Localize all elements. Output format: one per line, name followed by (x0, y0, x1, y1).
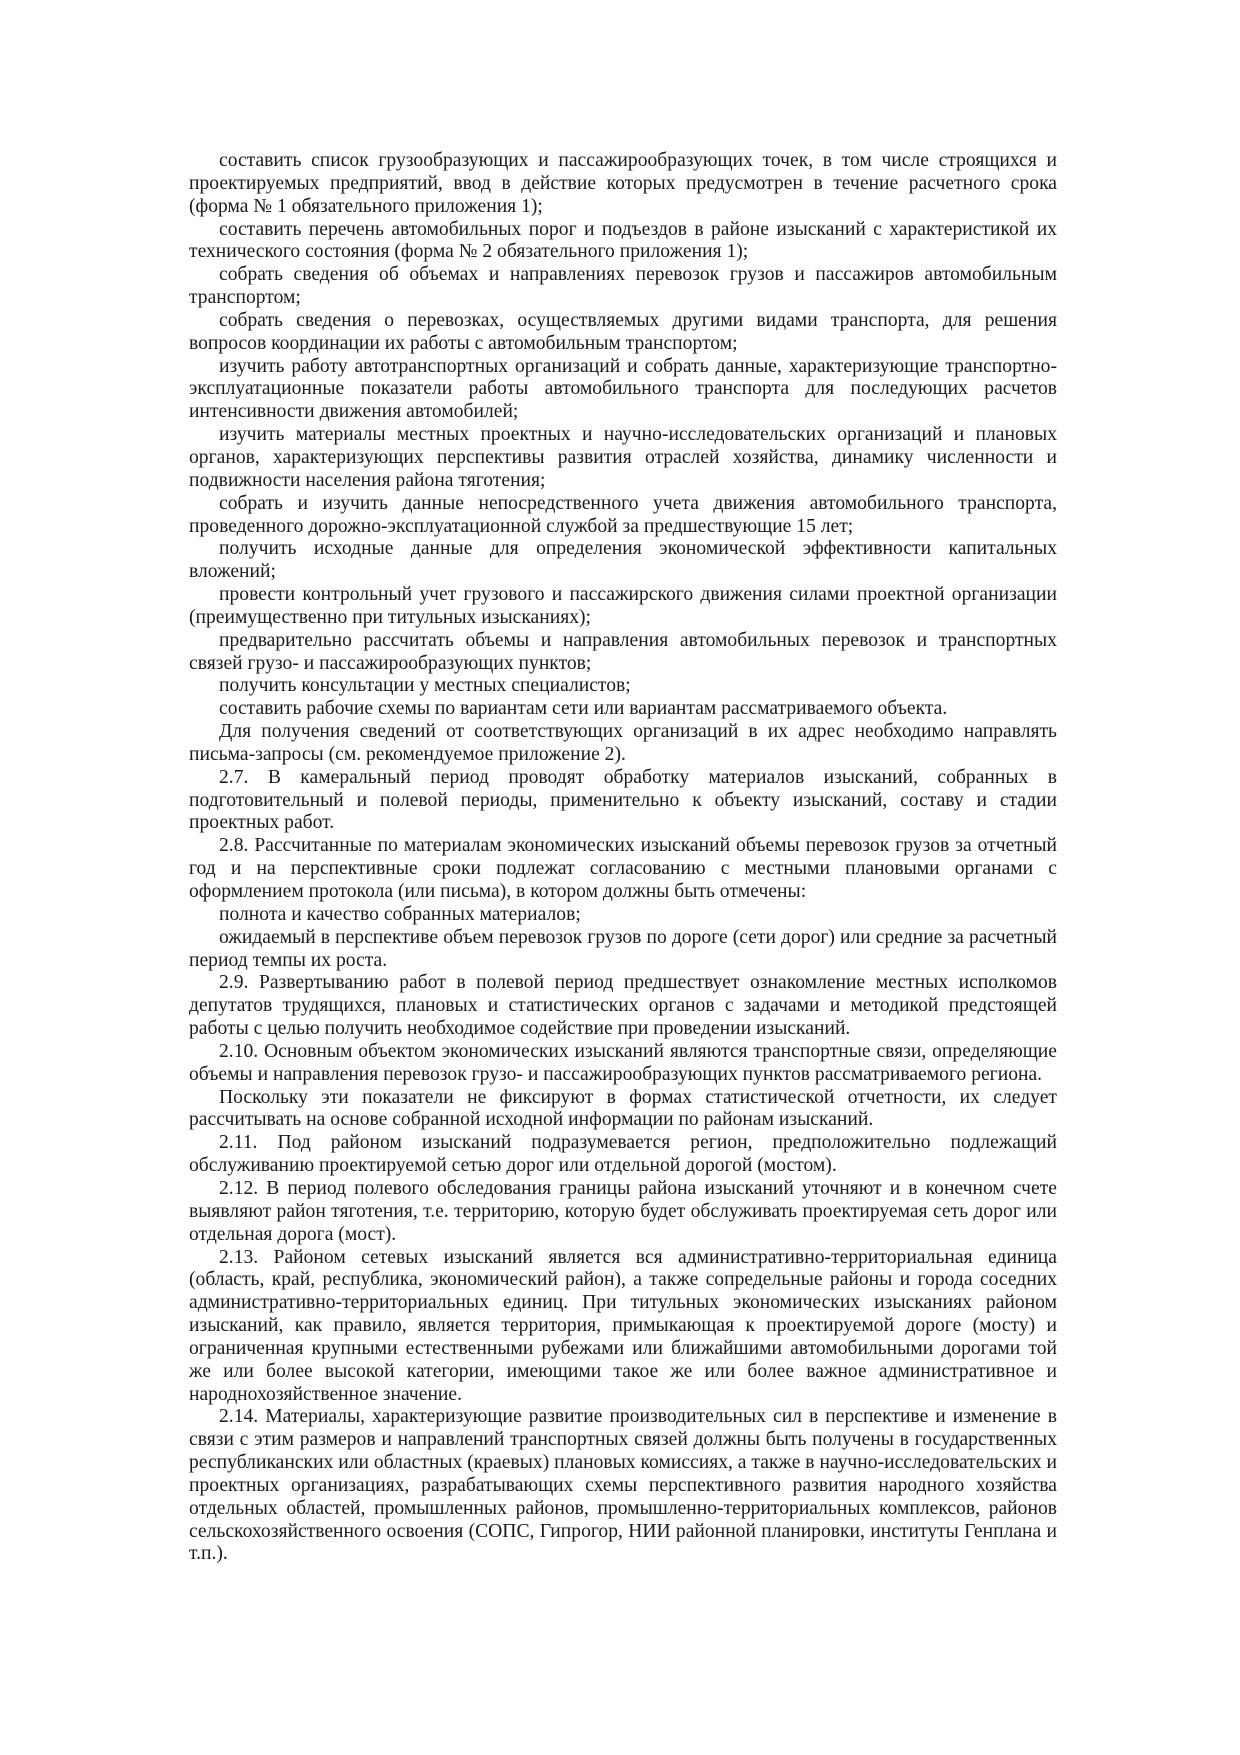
section-2-14: 2.14. Материалы, характеризующие развитие производительных сил в перспективе и изменение в связи с этим размеров и направлений транспортных связей должны быть получены в государственных республиканских или областных (краевых) плановых комиссиях, а также в научно-исследовательских и проектных организациях, разрабатывающих схемы перспективного развития народного хозяйства отдельных областей, промышленных районов, промышленно-территориальных комплексов, районов сельскохозяйственного освоения (СОПС, Гипрогор, НИИ районной планировки, институты Генплана и т.п.). (189, 1406, 1057, 1565)
paragraph: провести контрольный учет грузового и пассажирского движения силами проектной организации (преимущественно при титульных изысканиях); (189, 584, 1057, 628)
paragraph: собрать сведения об объемах и направлениях перевозок грузов и пассажиров автомобильным транспортом; (189, 264, 1057, 309)
paragraph: Поскольку эти показатели не фиксируют в формах статистической отчетности, их следует рассчитывать на основе собранной исходной информации по районам изысканий. (189, 1086, 1057, 1131)
document-body (189, 150, 1057, 1566)
paragraph: изучить материалы местных проектных и научно-исследовательских организаций и плановых органов, характеризующих перспективы развития отраслей хозяйства, динамику численности и подвижности населения района тяготения; (189, 424, 1057, 491)
paragraph: изучить работу автотранспортных организаций и собрать данные, характеризующие транспортно-эксплуатационные показатели работы автомобильного транспорта для последующих расчетов интенсивности движения автомобилей; (189, 355, 1057, 423)
paragraph: получить исходные данные для определения экономической эффективности капитальных вложений; (189, 538, 1057, 583)
paragraph: собрать и изучить данные непосредственного учета движения автомобильного транспорта, проведенного дорожно-эксплуатационной службой за предшествующие 15 лет; (189, 492, 1057, 537)
section-2-11: 2.11. Под районом изысканий подразумевается регион, предположительно подлежащий обслуживанию проектируемой сетью дорог или отдельной дорогой (мостом). (189, 1132, 1057, 1177)
section-2-12: 2.12. В период полевого обследования границы района изысканий уточняют и в конечном счете выявляют район тяготения, т.е. территорию, которую будет обслуживать проектируемая сеть дорог или отдельная дорога (мост). (189, 1177, 1057, 1245)
paragraph: полнота и качество собранных материалов; (219, 903, 581, 925)
paragraph: составить список грузообразующих и пассажирообразующих точек, в том числе строящихся и проектируемых предприятий, ввод в действие которых предусмотрен в течение расчетного срока (форма № 1 обязательного приложения 1); (189, 150, 1057, 217)
paragraph: ожидаемый в перспективе объем перевозок грузов по дороге (сети дорог) или средние за расчетный период темпы их роста. (189, 926, 1057, 971)
section-2-10: 2.10. Основным объектом экономических изысканий являются транспортные связи, определяющие объемы и направления перевозок грузо- и пассажирообразующих пунктов рассматриваемого региона. (189, 1040, 1057, 1085)
paragraph: предварительно рассчитать объемы и направления автомобильных перевозок и транспортных связей грузо- и пассажирообразующих пунктов; (189, 629, 1057, 674)
paragraph: собрать сведения о перевозках, осуществляемых другими видами транспорта, для решения вопросов координации их работы с автомобильным транспортом; (189, 309, 1057, 354)
section-2-7: 2.7. В камеральный период проводят обработку материалов изысканий, собранных в подготовительный и полевой периоды, применительно к объекту изысканий, составу и стадии проектных работ. (189, 766, 1057, 834)
paragraph: Для получения сведений от соответствующих организаций в их адрес необходимо направлять письма-запросы (см. рекомендуемое приложение 2). (189, 721, 1057, 765)
paragraph: составить рабочие схемы по вариантам сети или вариантам рассматриваемого объекта. (219, 698, 948, 720)
paragraph: получить консультации у местных специалистов; (219, 675, 631, 697)
section-2-9: 2.9. Развертыванию работ в полевой период предшествует ознакомление местных исполкомов депутатов трудящихся, плановых и статистических органов с задачами и методикой предстоящей работы с целью получить необходимое содействие при проведении изысканий. (189, 972, 1057, 1040)
section-2-13: 2.13. Районом сетевых изысканий является вся административно-территориальная единица (область, край, республика, экономический район), а также сопредельные районы и города соседних административно-территориальных единиц. При титульных экономических изысканиях районом изысканий, как правило, является территория, примыкающая к проектируемой дороге (мосту) и ограниченная крупными естественными рубежами или ближайшими автомобильными дорогами той же или более высокой категории, имеющими такое же или более важное административное и народнохозяйственное значение. (189, 1246, 1057, 1405)
section-2-8: 2.8. Рассчитанные по материалам экономических изысканий объемы перевозок грузов за отчетный год и на перспективные сроки подлежат согласованию с местными плановыми органами с оформлением протокола (или письма), в котором должны быть отмечены: (189, 835, 1057, 902)
paragraph: составить перечень автомобильных порог и подъездов в районе изысканий с характеристикой их технического состояния (форма № 2 обязательного приложения 1); (189, 218, 1057, 263)
